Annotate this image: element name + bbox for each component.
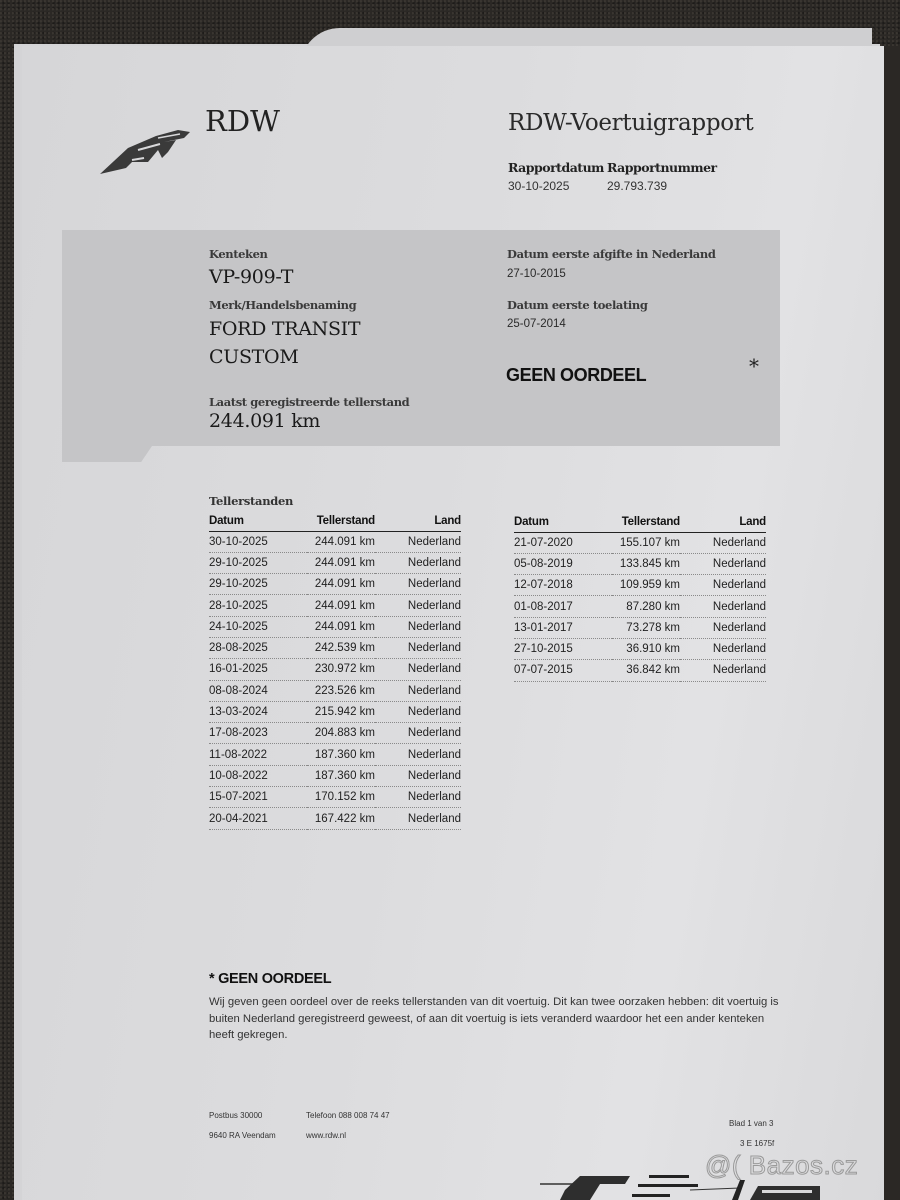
odometer-value: 244.091 km [209, 410, 321, 432]
footer-website: www.rdw.nl [306, 1131, 347, 1140]
table-row [209, 574, 461, 595]
footer-postbus: Postbus 30000 [209, 1111, 263, 1120]
cell-odometer: 244.091 km [307, 595, 375, 616]
cell-date: 27-10-2015 [514, 638, 612, 659]
cell-odometer: 87.280 km [612, 596, 680, 617]
cell-date: 15-07-2021 [209, 787, 307, 808]
make-label: Merk/Handelsbenaming [209, 298, 357, 312]
table-row [209, 637, 461, 658]
cell-country: Nederland [375, 637, 461, 658]
cell-date: 16-01-2025 [209, 659, 307, 680]
cell-date: 10-08-2022 [209, 765, 307, 786]
cell-date: 20-04-2021 [209, 808, 307, 829]
cell-country: Nederland [375, 744, 461, 765]
watermark: @( Bazos.cz [705, 1150, 859, 1180]
make-line1: FORD TRANSIT [209, 318, 361, 340]
table-row [209, 765, 461, 786]
cell-odometer: 109.959 km [612, 575, 680, 596]
col-header-date: Datum [514, 514, 612, 532]
cell-country: Nederland [375, 701, 461, 722]
cell-date: 29-10-2025 [209, 574, 307, 595]
table-row [514, 596, 766, 617]
cell-date: 07-07-2015 [514, 660, 612, 681]
cell-date: 11-08-2022 [209, 744, 307, 765]
footer-city: 9640 RA Veendam [209, 1131, 276, 1140]
odometer-table-right [514, 514, 766, 682]
cell-odometer: 167.422 km [307, 808, 375, 829]
cell-date: 28-10-2025 [209, 595, 307, 616]
table-row [209, 744, 461, 765]
table-row [209, 680, 461, 701]
cell-odometer: 230.972 km [307, 659, 375, 680]
first-admission-label: Datum eerste toelating [507, 298, 648, 312]
table-row [514, 575, 766, 596]
cell-country: Nederland [375, 616, 461, 637]
cell-country: Nederland [375, 680, 461, 701]
cell-odometer: 223.526 km [307, 680, 375, 701]
first-admission-value: 25-07-2014 [507, 318, 566, 330]
table-row [514, 532, 766, 553]
col-header-date: Datum [209, 513, 307, 531]
verdict-status: GEEN OORDEEL [506, 365, 647, 385]
cell-date: 17-08-2023 [209, 723, 307, 744]
cell-date: 29-10-2025 [209, 552, 307, 573]
cell-odometer: 36.910 km [612, 638, 680, 659]
verdict-asterisk: * [749, 354, 759, 378]
footer-phone: Telefoon 088 008 74 47 [306, 1111, 390, 1120]
table-row [209, 701, 461, 722]
cell-odometer: 187.360 km [307, 744, 375, 765]
cell-date: 13-03-2024 [209, 701, 307, 722]
plate-label: Kenteken [209, 247, 268, 261]
table-row [514, 638, 766, 659]
logo-text: RDW [205, 104, 280, 138]
cell-date: 08-08-2024 [209, 680, 307, 701]
cell-odometer: 170.152 km [307, 787, 375, 808]
cell-date: 30-10-2025 [209, 531, 307, 552]
background-edge [884, 46, 900, 1200]
cell-country: Nederland [375, 723, 461, 744]
table-row [209, 723, 461, 744]
cell-country: Nederland [680, 532, 766, 553]
table-row [209, 552, 461, 573]
cell-country: Nederland [375, 765, 461, 786]
table-row [209, 808, 461, 829]
cell-date: 21-07-2020 [514, 532, 612, 553]
cell-odometer: 133.845 km [612, 553, 680, 574]
cell-odometer: 244.091 km [307, 531, 375, 552]
table-row [209, 659, 461, 680]
cell-odometer: 36.842 km [612, 660, 680, 681]
plate-value: VP-909-T [209, 266, 294, 288]
cell-odometer: 73.278 km [612, 617, 680, 638]
cell-date: 13-01-2017 [514, 617, 612, 638]
table-row [514, 617, 766, 638]
report-number-label: Rapportnummer [607, 160, 717, 175]
summary-box-tail [62, 446, 152, 462]
note-title: * GEEN OORDEEL [209, 971, 332, 987]
report-date: 30-10-2025 [508, 179, 570, 193]
col-header-odometer: Tellerstand [307, 513, 375, 531]
note-body: Wij geven geen oordeel over de reeks tellerstanden van dit voertuig. Dit kan twee oorzaken hebben: dit voertuig is buiten Nederland geregistreerd geweest, of aan dit voertuig is iets veranderd waardoor het een ander kenteken heeft gekregen. [209, 996, 779, 1041]
table-row [209, 616, 461, 637]
cell-country: Nederland [375, 595, 461, 616]
cell-country: Nederland [680, 638, 766, 659]
summary-box [62, 230, 780, 446]
first-nl-label: Datum eerste afgifte in Nederland [507, 247, 716, 261]
cell-odometer: 215.942 km [307, 701, 375, 722]
table-row [209, 787, 461, 808]
cell-country: Nederland [375, 808, 461, 829]
cell-country: Nederland [375, 787, 461, 808]
cell-date: 01-08-2017 [514, 596, 612, 617]
table-row [514, 553, 766, 574]
odometer-table-left [209, 513, 461, 830]
cell-country: Nederland [680, 660, 766, 681]
cell-odometer: 242.539 km [307, 637, 375, 658]
cell-country: Nederland [680, 575, 766, 596]
cell-odometer: 187.360 km [307, 765, 375, 786]
cell-country: Nederland [680, 596, 766, 617]
cell-odometer: 244.091 km [307, 616, 375, 637]
cell-date: 24-10-2025 [209, 616, 307, 637]
table-row [209, 595, 461, 616]
first-nl-value: 27-10-2015 [507, 268, 566, 280]
cell-country: Nederland [375, 531, 461, 552]
odometer-section-title: Tellerstanden [209, 494, 294, 508]
footer-page: Blad 1 van 3 [729, 1119, 774, 1128]
rdw-logo-icon [98, 122, 192, 176]
cell-odometer: 204.883 km [307, 723, 375, 744]
cell-date: 12-07-2018 [514, 575, 612, 596]
cell-date: 28-08-2025 [209, 637, 307, 658]
cell-odometer: 244.091 km [307, 552, 375, 573]
cell-odometer: 155.107 km [612, 532, 680, 553]
cell-country: Nederland [375, 574, 461, 595]
footer-code: 3 E 1675f [740, 1139, 775, 1148]
report-date-label: Rapportdatum [508, 160, 604, 175]
report-number: 29.793.739 [607, 179, 668, 193]
cell-odometer: 244.091 km [307, 574, 375, 595]
cell-date: 05-08-2019 [514, 553, 612, 574]
cell-country: Nederland [375, 659, 461, 680]
col-header-odometer: Tellerstand [612, 514, 680, 532]
cell-country: Nederland [680, 553, 766, 574]
cell-country: Nederland [680, 617, 766, 638]
cell-country: Nederland [375, 552, 461, 573]
odometer-label: Laatst geregistreerde tellerstand [209, 395, 410, 409]
col-header-country: Land [375, 513, 461, 531]
table-row [209, 531, 461, 552]
make-line2: CUSTOM [209, 346, 299, 368]
table-row [514, 660, 766, 681]
col-header-country: Land [680, 514, 766, 532]
report-title: RDW-Voertuigrapport [508, 110, 754, 136]
